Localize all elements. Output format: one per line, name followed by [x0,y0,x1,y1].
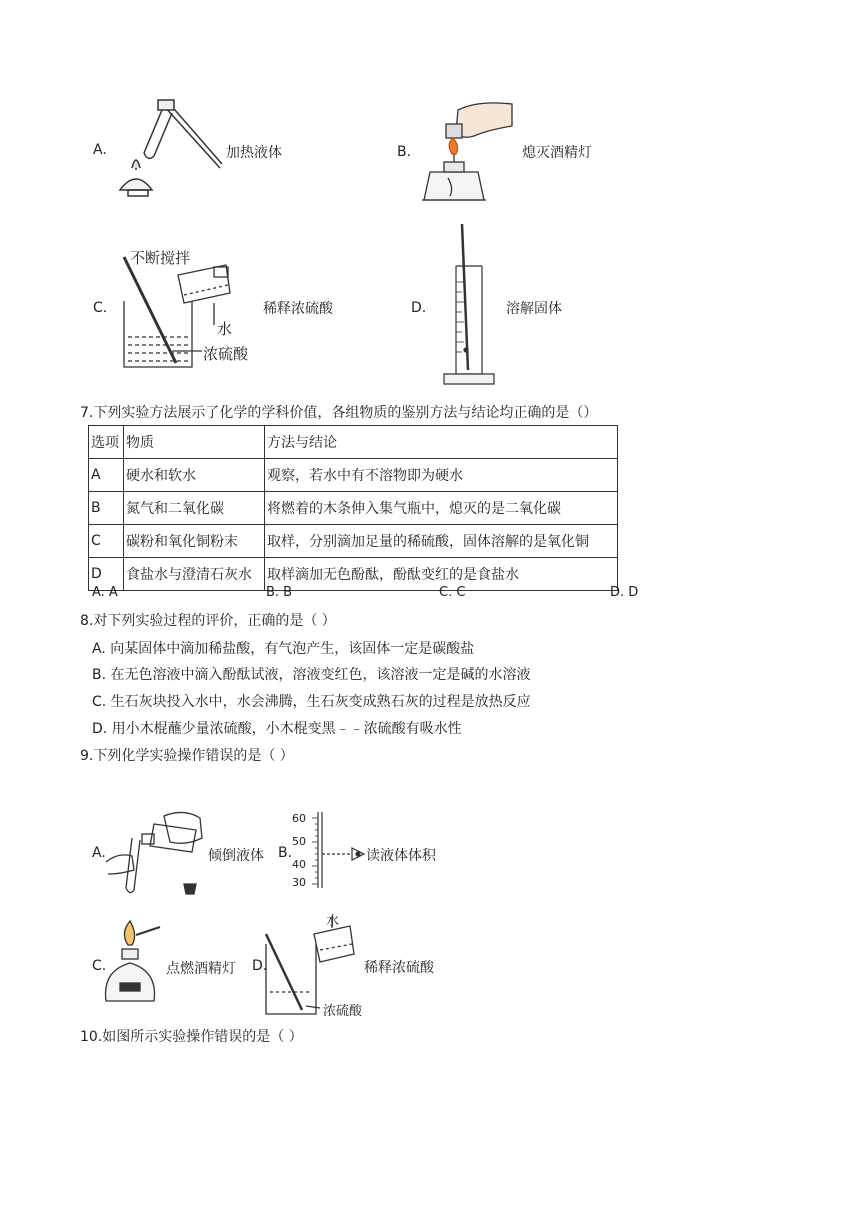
q7-choice-b[interactable]: B. B [266,585,293,600]
q8-option-a[interactable]: A. 向某固体中滴加稀盐酸，有气泡产生，该固体一定是碳酸盐 [92,641,475,657]
q6-b-extinguish-lamp-figure [418,96,518,210]
q9-option-c-caption: 点燃酒精灯 [166,961,236,977]
q7-choice-a[interactable]: A. A [92,585,118,600]
table-cell: A [89,459,124,492]
q9-option-d-letter: D. [252,958,268,974]
q6-d-measuring-cylinder-figure [440,222,496,390]
table-cell: D [89,558,124,591]
q9-b-scale-50: 50 [292,835,306,848]
q9-b-scale-40: 40 [292,858,306,871]
q6-c-acid-label: 浓硫酸 [203,345,249,363]
table-cell: 食盐水与澄清石灰水 [124,558,265,591]
table-cell: 氮气和二氧化碳 [124,492,265,525]
q7-choice-c[interactable]: C. C [439,585,466,600]
table-header-cell: 方法与结论 [265,426,618,459]
q9-option-a-letter: A. [92,845,106,861]
q9-stem: 9.下列化学实验操作错误的是（ ） [80,748,294,764]
q9-d-water-label: 水 [326,914,340,929]
table-header-cell: 选项 [89,426,124,459]
q6-option-b-caption: 熄灭酒精灯 [522,145,592,161]
q6-option-c-letter: C. [93,300,108,316]
q6-option-d-letter: D. [411,300,427,316]
table-header-row [89,426,618,459]
table-row [89,558,618,591]
table-cell: 取样滴加无色酚酞，酚酞变红的是食盐水 [265,558,618,591]
q9-c-light-lamp-figure [102,915,166,1007]
q9-option-b-letter: B. [278,845,293,861]
q8-stem: 8.对下列实验过程的评价，正确的是（ ） [80,613,336,629]
q7-stem: 7.下列实验方法展示了化学的学科价值，各组物质的鉴别方法与结论均正确的是（） [80,405,598,421]
q6-option-b-letter: B. [397,144,412,160]
table-cell: 取样，分别滴加足量的稀硫酸，固体溶解的是氧化铜 [265,525,618,558]
q6-option-d-caption: 溶解固体 [506,301,562,317]
table-cell: 硬水和软水 [124,459,265,492]
table-cell: 将燃着的木条伸入集气瓶中，熄灭的是二氧化碳 [265,492,618,525]
table-row [89,525,618,558]
q9-option-b-caption: 读液体体积 [366,848,436,864]
q8-option-b[interactable]: B. 在无色溶液中滴入酚酞试液，溶液变红色，该溶液一定是碱的水溶液 [92,667,531,683]
q9-d-acid-label: 浓硫酸 [323,1004,363,1019]
q7-choice-d[interactable]: D. D [610,585,639,600]
q10-stem: 10.如图所示实验操作错误的是（ ） [80,1029,303,1045]
table-cell: C [89,525,124,558]
q6-c-water-label: 水 [217,320,233,338]
q6-option-a-letter: A. [93,142,107,158]
table-row [89,492,618,525]
q8-option-c[interactable]: C. 生石灰块投入水中，水会沸腾，生石灰变成熟石灰的过程是放热反应 [92,694,531,710]
q9-option-d-caption: 稀释浓硫酸 [364,960,434,976]
table-cell: 碳粉和氧化铜粉末 [124,525,265,558]
q6-c-stir-label: 不断搅拌 [130,249,191,267]
q6-option-c-caption: 稀释浓硫酸 [263,301,333,317]
q9-b-scale-60: 60 [292,812,306,825]
q7-table [88,425,618,591]
q8-option-d[interactable]: D. 用小木棍蘸少量浓硫酸，小木棍变黑﹣﹣浓硫酸有吸水性 [92,721,462,737]
q9-option-a-caption: 倾倒液体 [208,848,264,864]
q9-option-c-letter: C. [92,958,107,974]
table-header-cell: 物质 [124,426,265,459]
q9-b-scale-30: 30 [292,876,306,889]
table-cell: B [89,492,124,525]
q6-option-a-caption: 加热液体 [226,145,282,161]
q9-a-pour-liquid-figure [104,808,210,898]
table-cell: 观察，若水中有不溶物即为硬水 [265,459,618,492]
q6-a-heating-liquid-figure [112,98,222,206]
table-row [89,459,618,492]
